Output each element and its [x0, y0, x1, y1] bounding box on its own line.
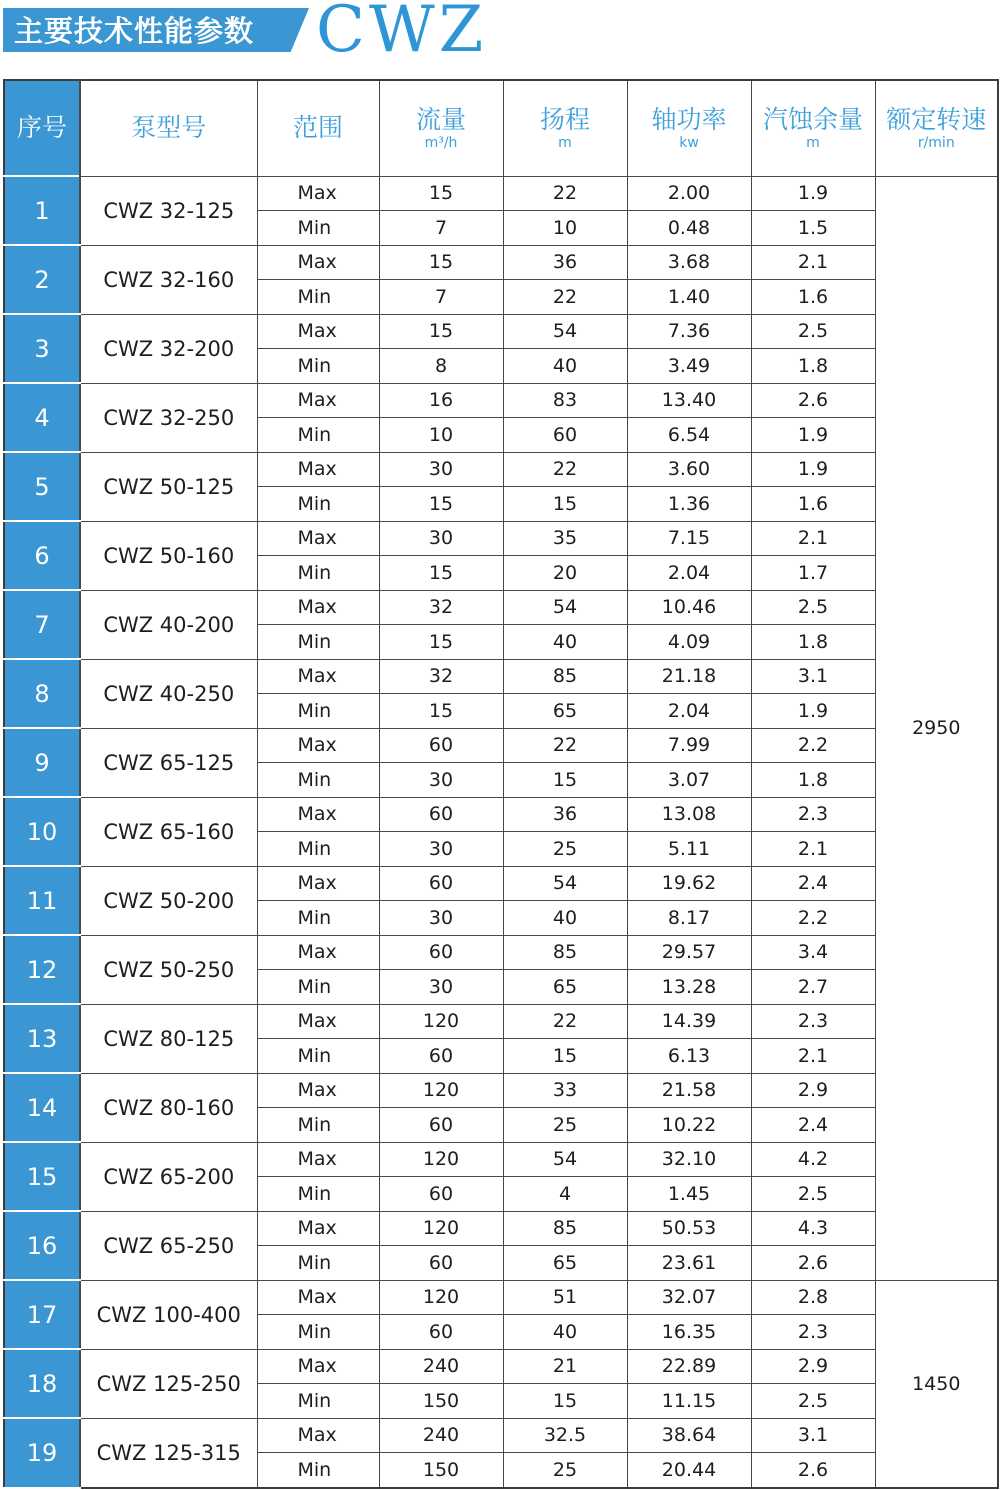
pump-model: CWZ 125-250: [80, 1349, 257, 1418]
table-row: [4, 797, 998, 832]
power-value: 50.53: [627, 1211, 751, 1246]
flow-value: 60: [379, 728, 503, 763]
flow-value: 120: [379, 1280, 503, 1315]
rated-speed: 2950: [875, 176, 998, 1280]
head-value: 65: [503, 1246, 627, 1281]
flow-value: 150: [379, 1453, 503, 1488]
table-header-row: [4, 80, 998, 176]
range-label: Min: [257, 625, 379, 660]
head-value: 32.5: [503, 1418, 627, 1453]
npsh-value: 1.7: [751, 556, 875, 591]
head-value: 40: [503, 901, 627, 936]
npsh-value: 2.4: [751, 866, 875, 901]
npsh-value: 2.1: [751, 521, 875, 556]
power-value: 32.10: [627, 1142, 751, 1177]
power-value: 1.40: [627, 280, 751, 315]
range-label: Min: [257, 418, 379, 453]
range-label: Min: [257, 1108, 379, 1143]
range-label: Max: [257, 728, 379, 763]
head-value: 65: [503, 970, 627, 1005]
head-value: 54: [503, 1142, 627, 1177]
power-value: 20.44: [627, 1453, 751, 1488]
column-header-unit: m³/h: [424, 135, 458, 152]
range-label: Max: [257, 1211, 379, 1246]
row-index: 7: [4, 590, 80, 659]
head-value: 15: [503, 763, 627, 798]
range-label: Min: [257, 763, 379, 798]
range-label: Max: [257, 797, 379, 832]
pump-model: CWZ 50-250: [80, 935, 257, 1004]
head-value: 60: [503, 418, 627, 453]
column-header-unit: m: [806, 135, 820, 152]
head-value: 36: [503, 245, 627, 280]
flow-value: 15: [379, 487, 503, 522]
column-header-npsh: [751, 80, 875, 176]
flow-value: 30: [379, 970, 503, 1005]
pump-model: CWZ 32-125: [80, 176, 257, 245]
pump-model: CWZ 40-250: [80, 659, 257, 728]
flow-value: 8: [379, 349, 503, 384]
head-value: 40: [503, 349, 627, 384]
head-value: 25: [503, 832, 627, 867]
range-label: Min: [257, 1453, 379, 1488]
table-row: [4, 935, 998, 970]
column-header-label: 汽蚀余量: [762, 105, 863, 135]
pump-model: CWZ 32-160: [80, 245, 257, 314]
flow-value: 60: [379, 1177, 503, 1212]
column-header-label: 范围: [292, 113, 343, 143]
range-label: Max: [257, 1418, 379, 1453]
range-label: Max: [257, 245, 379, 280]
row-index: 3: [4, 314, 80, 383]
range-label: Max: [257, 1073, 379, 1108]
table-row: [4, 521, 998, 556]
pump-model: CWZ 50-200: [80, 866, 257, 935]
rated-speed: 1450: [875, 1280, 998, 1488]
power-value: 21.58: [627, 1073, 751, 1108]
head-value: 54: [503, 590, 627, 625]
head-value: 15: [503, 1384, 627, 1419]
range-label: Max: [257, 452, 379, 487]
npsh-value: 2.1: [751, 832, 875, 867]
npsh-value: 2.2: [751, 901, 875, 936]
power-value: 13.40: [627, 383, 751, 418]
npsh-value: 1.8: [751, 625, 875, 660]
table-row: [4, 590, 998, 625]
npsh-value: 2.1: [751, 1039, 875, 1074]
head-value: 54: [503, 314, 627, 349]
table-row: [4, 728, 998, 763]
flow-value: 15: [379, 556, 503, 591]
flow-value: 32: [379, 590, 503, 625]
row-index: 19: [4, 1418, 80, 1488]
head-value: 54: [503, 866, 627, 901]
flow-value: 60: [379, 1039, 503, 1074]
table-row: [4, 1280, 998, 1315]
table-row: [4, 245, 998, 280]
row-index: 5: [4, 452, 80, 521]
range-label: Min: [257, 349, 379, 384]
column-header-label: 扬程: [539, 105, 590, 135]
npsh-value: 1.9: [751, 176, 875, 211]
npsh-value: 4.2: [751, 1142, 875, 1177]
flow-value: 120: [379, 1142, 503, 1177]
pump-model: CWZ 80-160: [80, 1073, 257, 1142]
range-label: Min: [257, 1315, 379, 1350]
table-row: [4, 1349, 998, 1384]
power-value: 19.62: [627, 866, 751, 901]
row-index: 17: [4, 1280, 80, 1349]
range-label: Min: [257, 1177, 379, 1212]
flow-value: 15: [379, 314, 503, 349]
npsh-value: 2.5: [751, 1177, 875, 1212]
column-header-range: [257, 80, 379, 176]
pump-model: CWZ 50-160: [80, 521, 257, 590]
flow-value: 120: [379, 1004, 503, 1039]
row-index: 9: [4, 728, 80, 797]
flow-value: 60: [379, 797, 503, 832]
flow-value: 60: [379, 1246, 503, 1281]
npsh-value: 2.7: [751, 970, 875, 1005]
power-value: 3.60: [627, 452, 751, 487]
range-label: Min: [257, 211, 379, 246]
npsh-value: 3.4: [751, 935, 875, 970]
head-value: 21: [503, 1349, 627, 1384]
power-value: 32.07: [627, 1280, 751, 1315]
row-index: 6: [4, 521, 80, 590]
range-label: Min: [257, 1039, 379, 1074]
row-index: 13: [4, 1004, 80, 1073]
npsh-value: 1.6: [751, 487, 875, 522]
npsh-value: 2.3: [751, 797, 875, 832]
range-label: Min: [257, 280, 379, 315]
column-header-speed: [875, 80, 998, 176]
flow-value: 7: [379, 211, 503, 246]
row-index: 10: [4, 797, 80, 866]
range-label: Max: [257, 383, 379, 418]
range-label: Max: [257, 1004, 379, 1039]
row-index: 16: [4, 1211, 80, 1280]
range-label: Max: [257, 1280, 379, 1315]
column-header-flow: [379, 80, 503, 176]
npsh-value: 1.8: [751, 763, 875, 798]
flow-value: 30: [379, 452, 503, 487]
power-value: 16.35: [627, 1315, 751, 1350]
npsh-value: 2.2: [751, 728, 875, 763]
power-value: 11.15: [627, 1384, 751, 1419]
power-value: 21.18: [627, 659, 751, 694]
power-value: 23.61: [627, 1246, 751, 1281]
pump-model: CWZ 50-125: [80, 452, 257, 521]
row-index: 2: [4, 245, 80, 314]
table-row: [4, 659, 998, 694]
power-value: 3.49: [627, 349, 751, 384]
head-value: 85: [503, 935, 627, 970]
npsh-value: 1.9: [751, 452, 875, 487]
column-header-unit: kw: [679, 135, 699, 152]
range-label: Min: [257, 901, 379, 936]
power-value: 13.08: [627, 797, 751, 832]
head-value: 36: [503, 797, 627, 832]
header-banner: [0, 0, 1000, 67]
power-value: 0.48: [627, 211, 751, 246]
npsh-value: 2.5: [751, 314, 875, 349]
row-index: 12: [4, 935, 80, 1004]
table-row: [4, 866, 998, 901]
power-value: 14.39: [627, 1004, 751, 1039]
flow-value: 15: [379, 176, 503, 211]
head-value: 35: [503, 521, 627, 556]
flow-value: 10: [379, 418, 503, 453]
npsh-value: 2.4: [751, 1108, 875, 1143]
pump-model: CWZ 80-125: [80, 1004, 257, 1073]
flow-value: 15: [379, 625, 503, 660]
power-value: 1.45: [627, 1177, 751, 1212]
table-row: [4, 176, 998, 211]
range-label: Max: [257, 590, 379, 625]
npsh-value: 2.1: [751, 245, 875, 280]
power-value: 22.89: [627, 1349, 751, 1384]
row-index: 1: [4, 176, 80, 245]
flow-value: 60: [379, 935, 503, 970]
head-value: 83: [503, 383, 627, 418]
column-header-unit: m: [558, 135, 572, 152]
pump-model: CWZ 65-125: [80, 728, 257, 797]
table-row: [4, 383, 998, 418]
column-header-index: [4, 80, 80, 176]
npsh-value: 2.9: [751, 1349, 875, 1384]
head-value: 85: [503, 659, 627, 694]
power-value: 5.11: [627, 832, 751, 867]
npsh-value: 1.9: [751, 418, 875, 453]
npsh-value: 2.5: [751, 590, 875, 625]
column-header-unit: r/min: [917, 135, 955, 152]
flow-value: 30: [379, 521, 503, 556]
npsh-value: 3.1: [751, 659, 875, 694]
table-row: [4, 1211, 998, 1246]
power-value: 7.99: [627, 728, 751, 763]
table-row: [4, 1073, 998, 1108]
flow-value: 16: [379, 383, 503, 418]
flow-value: 30: [379, 832, 503, 867]
flow-value: 30: [379, 901, 503, 936]
table-row: [4, 1004, 998, 1039]
row-index: 8: [4, 659, 80, 728]
pump-model: CWZ 32-200: [80, 314, 257, 383]
power-value: 6.54: [627, 418, 751, 453]
npsh-value: 3.1: [751, 1418, 875, 1453]
power-value: 2.04: [627, 694, 751, 729]
column-header-label: 泵型号: [131, 113, 207, 143]
power-value: 3.68: [627, 245, 751, 280]
column-header-label: 序号: [16, 113, 67, 142]
npsh-value: 1.6: [751, 280, 875, 315]
range-label: Max: [257, 935, 379, 970]
power-value: 2.00: [627, 176, 751, 211]
head-value: 40: [503, 1315, 627, 1350]
npsh-value: 2.3: [751, 1315, 875, 1350]
power-value: 13.28: [627, 970, 751, 1005]
flow-value: 120: [379, 1073, 503, 1108]
npsh-value: 1.8: [751, 349, 875, 384]
npsh-value: 2.6: [751, 383, 875, 418]
flow-value: 7: [379, 280, 503, 315]
column-header-power: [627, 80, 751, 176]
range-label: Max: [257, 176, 379, 211]
power-value: 1.36: [627, 487, 751, 522]
column-header-label: 额定转速: [886, 105, 987, 135]
head-value: 33: [503, 1073, 627, 1108]
table-row: [4, 314, 998, 349]
head-value: 22: [503, 1004, 627, 1039]
column-header-label: 轴功率: [651, 105, 727, 135]
range-label: Max: [257, 866, 379, 901]
range-label: Min: [257, 694, 379, 729]
range-label: Min: [257, 556, 379, 591]
power-value: 2.04: [627, 556, 751, 591]
head-value: 20: [503, 556, 627, 591]
flow-value: 60: [379, 1108, 503, 1143]
table-row: [4, 1418, 998, 1453]
flow-value: 30: [379, 763, 503, 798]
head-value: 51: [503, 1280, 627, 1315]
flow-value: 240: [379, 1418, 503, 1453]
column-header-head: [503, 80, 627, 176]
power-value: 4.09: [627, 625, 751, 660]
head-value: 10: [503, 211, 627, 246]
flow-value: 240: [379, 1349, 503, 1384]
table-row: [4, 452, 998, 487]
power-value: 29.57: [627, 935, 751, 970]
row-index: 15: [4, 1142, 80, 1211]
power-value: 10.22: [627, 1108, 751, 1143]
row-index: 4: [4, 383, 80, 452]
head-value: 25: [503, 1453, 627, 1488]
row-index: 18: [4, 1349, 80, 1418]
head-value: 65: [503, 694, 627, 729]
npsh-value: 2.8: [751, 1280, 875, 1315]
npsh-value: 2.5: [751, 1384, 875, 1419]
power-value: 6.13: [627, 1039, 751, 1074]
head-value: 15: [503, 1039, 627, 1074]
flow-value: 15: [379, 245, 503, 280]
range-label: Min: [257, 970, 379, 1005]
head-value: 85: [503, 1211, 627, 1246]
pump-model: CWZ 65-160: [80, 797, 257, 866]
column-header-label: 流量: [415, 105, 466, 135]
flow-value: 150: [379, 1384, 503, 1419]
power-value: 3.07: [627, 763, 751, 798]
column-header-model: [80, 80, 257, 176]
head-value: 4: [503, 1177, 627, 1212]
range-label: Max: [257, 659, 379, 694]
row-index: 14: [4, 1073, 80, 1142]
pump-model: CWZ 32-250: [80, 383, 257, 452]
brand-logo: CWZ: [316, 0, 488, 67]
head-value: 15: [503, 487, 627, 522]
head-value: 22: [503, 452, 627, 487]
pump-model: CWZ 100-400: [80, 1280, 257, 1349]
npsh-value: 2.6: [751, 1453, 875, 1488]
head-value: 22: [503, 728, 627, 763]
power-value: 38.64: [627, 1418, 751, 1453]
flow-value: 60: [379, 1315, 503, 1350]
pump-model: CWZ 40-200: [80, 590, 257, 659]
page-title: 主要技术性能参数: [14, 14, 255, 48]
table-row: [4, 1142, 998, 1177]
npsh-value: 2.3: [751, 1004, 875, 1039]
range-label: Min: [257, 1384, 379, 1419]
flow-value: 15: [379, 694, 503, 729]
flow-value: 120: [379, 1211, 503, 1246]
pump-model: CWZ 125-315: [80, 1418, 257, 1488]
range-label: Max: [257, 521, 379, 556]
power-value: 7.15: [627, 521, 751, 556]
head-value: 25: [503, 1108, 627, 1143]
range-label: Max: [257, 314, 379, 349]
range-label: Max: [257, 1349, 379, 1384]
head-value: 22: [503, 280, 627, 315]
table-body: [4, 176, 998, 1488]
npsh-value: 2.6: [751, 1246, 875, 1281]
npsh-value: 1.5: [751, 211, 875, 246]
flow-value: 32: [379, 659, 503, 694]
range-label: Max: [257, 1142, 379, 1177]
flow-value: 60: [379, 866, 503, 901]
spec-table: [3, 79, 999, 1489]
power-value: 7.36: [627, 314, 751, 349]
range-label: Min: [257, 487, 379, 522]
head-value: 40: [503, 625, 627, 660]
npsh-value: 2.9: [751, 1073, 875, 1108]
head-value: 22: [503, 176, 627, 211]
range-label: Min: [257, 1246, 379, 1281]
range-label: Min: [257, 832, 379, 867]
power-value: 8.17: [627, 901, 751, 936]
npsh-value: 1.9: [751, 694, 875, 729]
npsh-value: 4.3: [751, 1211, 875, 1246]
pump-model: CWZ 65-200: [80, 1142, 257, 1211]
row-index: 11: [4, 866, 80, 935]
power-value: 10.46: [627, 590, 751, 625]
pump-model: CWZ 65-250: [80, 1211, 257, 1280]
